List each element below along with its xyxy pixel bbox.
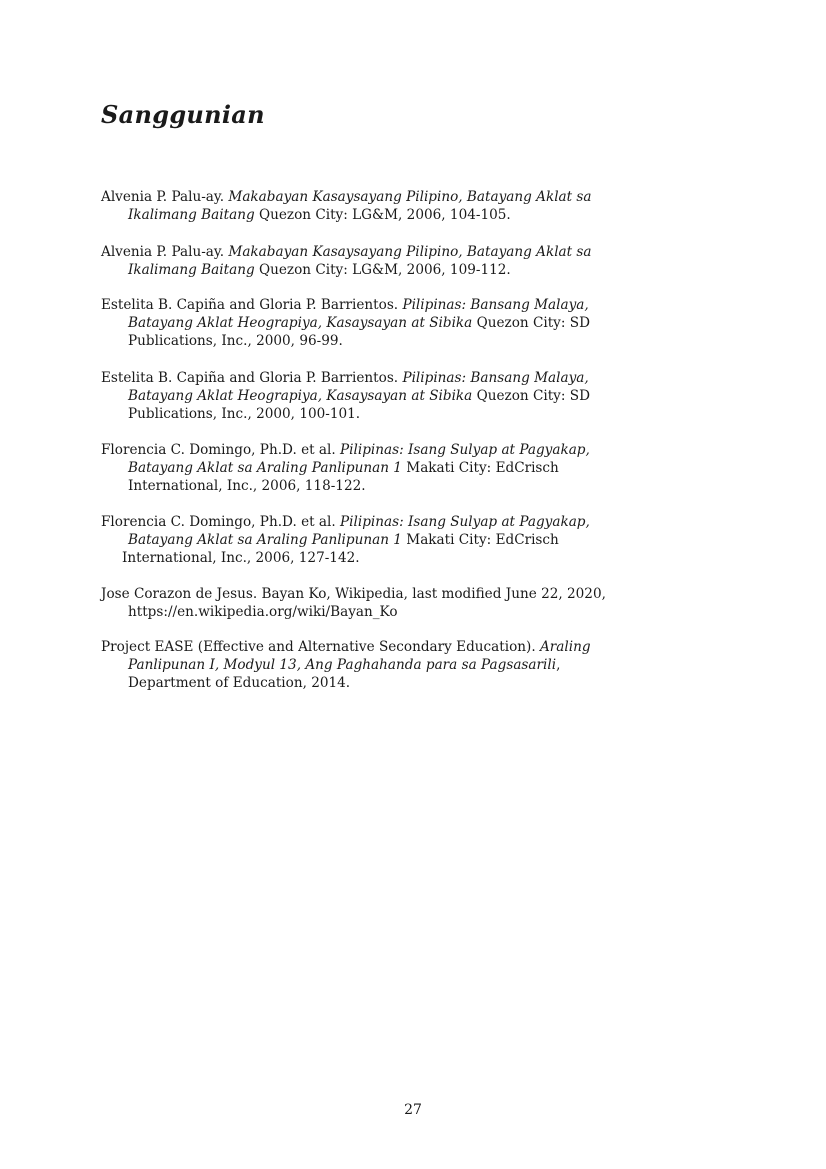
page-number: 27 [404,1102,422,1118]
reference-line [101,674,591,692]
reference-title-text: Pilipinas: Bansang Malaya, [402,297,589,313]
page-title: Sanggunian [101,100,265,129]
reference-line [101,206,592,224]
reference-title-text: Pilipinas: Isang Sulyap at Pagyakap, [340,514,590,530]
reference-title-text: Makabayan Kasaysayang Pilipino, Batayang Aklat sa [228,244,592,260]
reference-title-text: Pilipinas: Isang Sulyap at Pagyakap, [340,442,590,458]
reference-line [101,369,590,387]
reference-text: Makati City: EdCrisch [401,532,559,548]
reference-text: https://en.wikipedia.org/wiki/Bayan_Ko [128,604,398,620]
reference-text: Makati City: EdCrisch [401,460,559,476]
reference-entry [101,243,592,279]
reference-text: Jose Corazon de Jesus. Bayan Ko, Wikipedia, last modified June 22, 2020, [101,586,606,602]
reference-line [101,332,590,350]
reference-entry [101,638,591,692]
reference-text: Florencia C. Domingo, Ph.D. et al. [101,442,341,458]
reference-line [101,603,606,621]
reference-text: Estelita B. Capiña and Gloria P. Barrientos. [101,370,403,386]
reference-title-text: Batayang Aklat sa Araling Panlipunan 1 [128,532,402,548]
reference-line [101,405,590,423]
reference-text: Quezon City: SD [472,388,590,404]
reference-line [101,513,590,531]
reference-text: Quezon City: SD [472,315,590,331]
reference-text: International, Inc., 2006, 127-142. [122,550,360,566]
reference-text: Publications, Inc., 2000, 96-99. [128,333,343,349]
reference-text: Quezon City: LG&M, 2006, 104-105. [254,207,511,223]
reference-line [101,387,590,405]
reference-title-text: Batayang Aklat Heograpiya, Kasaysayan at Sibika [128,388,473,404]
reference-line [101,531,590,549]
reference-line [101,477,590,495]
reference-line [101,314,590,332]
reference-line [101,188,592,206]
reference-entry [101,585,606,621]
reference-line [101,243,592,261]
reference-title-text: Ikalimang Baitang [128,262,255,278]
reference-title-text: Makabayan Kasaysayang Pilipino, Batayang Aklat sa [228,189,592,205]
reference-entry [101,513,590,567]
reference-line [101,656,591,674]
reference-line [101,441,590,459]
reference-title-text: Panlipunan I, Modyul 13, Ang Paghahanda para sa Pagsasarili [128,657,557,673]
reference-title-text: Batayang Aklat sa Araling Panlipunan 1 [128,460,402,476]
reference-line [101,638,591,656]
reference-title-text: Pilipinas: Bansang Malaya, [402,370,589,386]
reference-text: Alvenia P. Palu-ay. [101,189,229,205]
reference-line [101,296,590,314]
reference-entry [101,369,590,423]
reference-line [101,549,590,567]
reference-text: , [556,657,561,673]
reference-line [101,459,590,477]
reference-text: Project EASE (Effective and Alternative Secondary Education). [101,639,540,655]
reference-text: Department of Education, 2014. [128,675,351,691]
reference-title-text: Araling [539,639,591,655]
reference-text: Quezon City: LG&M, 2006, 109-112. [254,262,511,278]
reference-title-text: Ikalimang Baitang [128,207,255,223]
reference-title-text: Batayang Aklat Heograpiya, Kasaysayan at Sibika [128,315,473,331]
reference-text: Florencia C. Domingo, Ph.D. et al. [101,514,341,530]
reference-text: Publications, Inc., 2000, 100-101. [128,406,361,422]
reference-entry [101,441,590,495]
reference-text: Estelita B. Capiña and Gloria P. Barrientos. [101,297,403,313]
reference-text: International, Inc., 2006, 118-122. [128,478,366,494]
reference-entry [101,296,590,350]
reference-line [101,261,592,279]
reference-text: Alvenia P. Palu-ay. [101,244,229,260]
reference-line [101,585,606,603]
reference-entry [101,188,592,224]
